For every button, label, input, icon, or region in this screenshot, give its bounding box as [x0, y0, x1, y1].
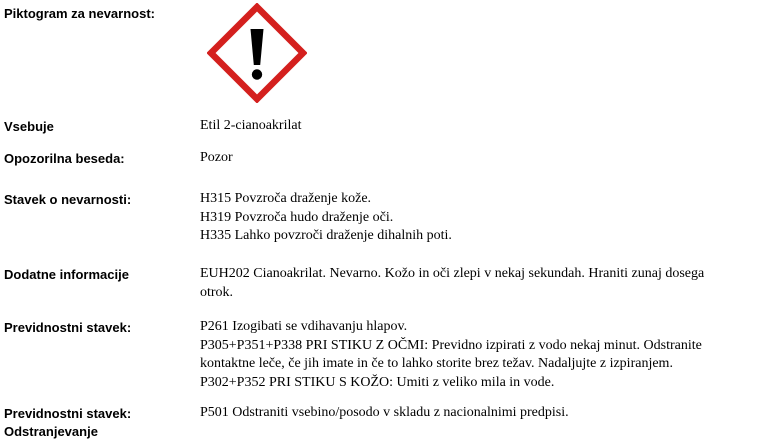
hazard-statements-label: Stavek o nevarnosti:	[4, 192, 132, 207]
signal-word-value: Pozor	[200, 150, 233, 165]
pictogram-label: Piktogram za nevarnost:	[4, 6, 155, 21]
disposal-label-line2: Odstranjevanje	[4, 424, 98, 439]
hazard-statements-list	[200, 190, 756, 246]
additional-info-line: EUH202 Cianoakrilat. Nevarno. Kožo in oči zlepi v nekaj sekundah. Hraniti zunaj dosega	[200, 266, 705, 281]
contains-label: Vsebuje	[4, 119, 54, 134]
precautionary-statements-list	[200, 318, 756, 392]
disposal-label	[4, 405, 131, 441]
additional-info-line: otrok.	[200, 284, 234, 300]
exclamation-mark-hazard-icon	[207, 3, 307, 103]
disposal-statement-p501: P501 Odstraniti vsebino/posodo v skladu z nacionalnimi predpisi.	[200, 405, 569, 420]
precautionary-statement-p261: P261 Izogibati se vdihavanju hlapov.	[200, 319, 408, 334]
contains-value: Etil 2-cianoakrilat	[200, 118, 302, 133]
precautionary-statement-p302: P302+P352 PRI STIKU S KOŽO: Umiti z veliko mila in vode.	[200, 374, 555, 390]
hazard-statement-h335: H335 Lahko povzroči draženje dihalnih poti.	[200, 228, 452, 243]
hazard-statement-h315: H315 Povzroča draženje kože.	[200, 191, 372, 206]
additional-info-label: Dodatne informacije	[4, 267, 129, 282]
precautionary-statement-p305: P305+P351+P338 PRI STIKU Z OČMI: Previdno izpirati z vodo nekaj minut. Odstranite	[200, 337, 702, 353]
signal-word-label: Opozorilna beseda:	[4, 151, 125, 166]
disposal-label-line1: Previdnostni stavek:	[4, 406, 132, 421]
precautionary-label: Previdnostni stavek:	[4, 320, 132, 335]
precautionary-statement-p305-cont: kontaktne leče, če jih imate in če to lahko storite brez težav. Nadaljujte z izpiranjem.	[200, 356, 673, 371]
additional-info-text	[200, 265, 756, 302]
hazard-statement-h319: H319 Povzroča hudo draženje oči.	[200, 209, 394, 225]
